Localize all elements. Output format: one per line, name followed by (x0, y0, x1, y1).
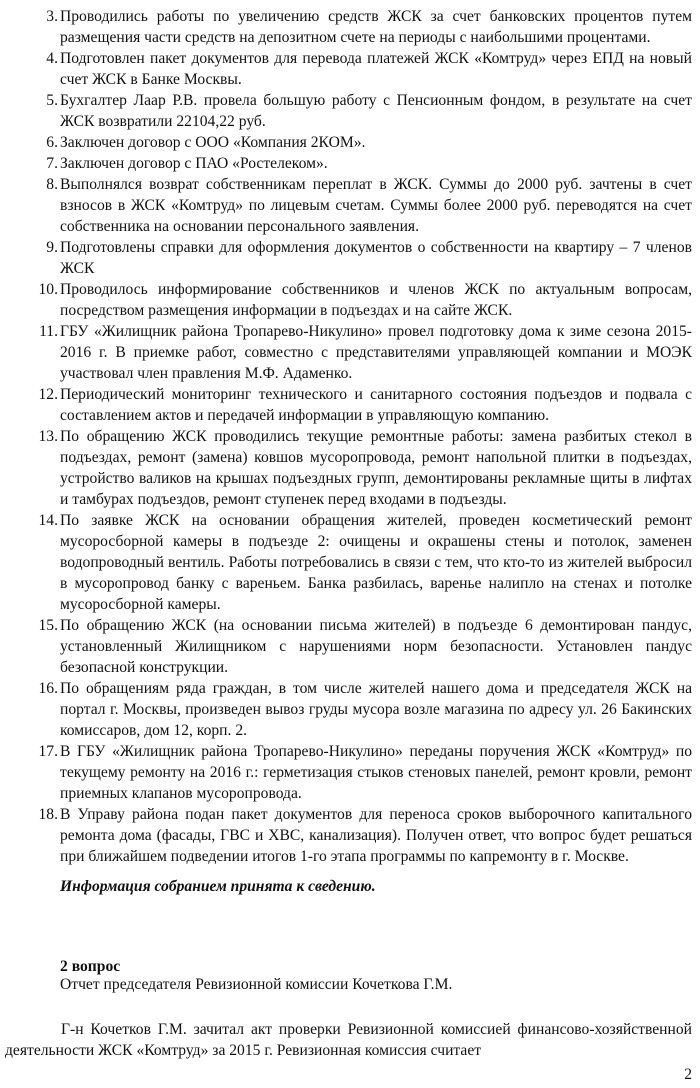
page-number: 2 (684, 1066, 692, 1083)
item-number: 4. (46, 50, 58, 67)
item-number: 9. (46, 239, 58, 256)
item-number: 17. (38, 743, 58, 760)
item-number: 11. (39, 323, 58, 340)
item-text: По заявке ЖСК на основании обращения жителей, проведен косметический ремонт мусоросборной камеры в подъезде 2: очищены и окрашены стены и потолок, заменен водопроводный вентиль. Работы потребовались в связи с тем, что кто-то из жителей выбросил в мусоропровод банку с вареньем. Банка разбилась, варенье налипло на стенах и потолке мусоросборной камеры. (60, 512, 692, 613)
item-text: ГБУ «Жилищник района Тропарево-Никулино» провел подготовку дома к зиме сезона 2015-2016 г. В приемке работ, совместно с представителями управляющей компании и МОЭК участвовал член правления М.Ф. Адаменко. (60, 323, 692, 382)
item-text: Выполнялся возврат собственникам переплат в ЖСК. Суммы до 2000 руб. зачтены в счет взносов в ЖСК «Комтруд» по лицевым счетам. Суммы более 2000 руб. переводятся на счет собственника на основании персонального заявления. (60, 176, 692, 235)
item-number: 13. (38, 428, 58, 445)
item-text: По обращению ЖСК проводились текущие ремонтные работы: замена разбитых стекол в подъездах, ремонт (замена) ковшов мусоропровода, ремонт напольной плитки в подъездах, устройство валиков на крышах подъездных групп, демонтированы рекламные щиты в лифтах и тамбурах подъездов, ремонт ступенек перед входами в подъезды. (60, 428, 692, 508)
list-item (0, 510, 700, 615)
item-text: Заключен договор с ООО «Компания 2КОМ». (60, 134, 366, 151)
item-text: В ГБУ «Жилищник района Тропарево-Никулино» переданы поручения ЖСК «Комтруд» по текущему ремонту на 2016 г.: герметизация стыков стеновых панелей, ремонт кровли, ремонт приемных клапанов мусоропровода. (60, 743, 692, 802)
list-item (0, 321, 700, 384)
list-item (0, 48, 700, 90)
list-item (0, 804, 700, 867)
summary-note: Информация собранием принята к сведению. (60, 878, 376, 895)
list-item (0, 237, 700, 279)
item-number: 16. (38, 680, 58, 697)
list-item (0, 174, 700, 237)
list-item (0, 153, 700, 174)
list-item (0, 426, 700, 510)
item-text: Заключен договор с ПАО «Ростелеком». (60, 155, 328, 172)
list-item (0, 132, 700, 153)
item-number: 14. (38, 512, 58, 529)
report-paragraph: Г-н Кочетков Г.М. зачитал акт проверки Ревизионной комиссией финансово-хозяйственной деятельности ЖСК «Комтруд» за 2015 г. Ревизионная комиссия считает (5, 1021, 692, 1059)
item-number: 8. (46, 176, 58, 193)
item-number: 3. (46, 8, 58, 25)
list-item (0, 741, 700, 804)
item-text: Проводилось информирование собственников и членов ЖСК по актуальным вопросам, посредством размещения информации в подъездах и на сайте ЖСК. (60, 281, 692, 319)
list-item (0, 615, 700, 678)
item-text: Подготовлены справки для оформления документов о собственности на квартиру – 7 членов ЖСК (60, 239, 692, 277)
item-text: Подготовлен пакет документов для перевода платежей ЖСК «Комтруд» через ЕПД на новый счет ЖСК в Банке Москвы. (60, 50, 692, 88)
item-number: 6. (46, 134, 58, 151)
item-number: 7. (46, 155, 58, 172)
item-number: 5. (46, 92, 58, 109)
item-number: 18. (38, 806, 58, 823)
numbered-list (0, 6, 700, 867)
item-text: Периодический мониторинг технического и санитарного состояния подъездов и подвала с составлением актов и передачей информации в управляющую компанию. (60, 386, 692, 424)
item-text: Проводились работы по увеличению средств ЖСК за счет банковских процентов путем размещения части средств на депозитном счете на периоды с наибольшими процентами. (60, 8, 692, 46)
question-subtitle: Отчет председателя Ревизионной комиссии Кочеткова Г.М. (60, 976, 453, 993)
list-item (0, 6, 700, 48)
list-item (0, 384, 700, 426)
item-number: 15. (38, 617, 58, 634)
item-text: В Управу района подан пакет документов для переноса сроков выборочного капитального ремонта дома (фасады, ГВС и ХВС, канализация). Получен ответ, что вопрос будет решаться при ближайшем подведении итогов 1-го этапа программы по капремонту в г. Москве. (60, 806, 692, 865)
item-text: По обращениям ряда граждан, в том числе жителей нашего дома и председателя ЖСК на портал г. Москвы, произведен вывоз груды мусора возле магазина по адресу ул. 26 Бакинских комиссаров, дом 12, корп. 2. (60, 680, 692, 739)
item-number: 10. (38, 281, 58, 298)
list-item (0, 678, 700, 741)
list-item (0, 279, 700, 321)
item-text: Бухгалтер Лаар Р.В. провела большую работу с Пенсионным фондом, в результате на счет ЖСК возвратили 22104,22 руб. (60, 92, 692, 130)
item-number: 12. (38, 386, 58, 403)
list-item (0, 90, 700, 132)
question-title: 2 вопрос (60, 958, 121, 975)
item-text: По обращению ЖСК (на основании письма жителей) в подъезде 6 демонтирован пандус, установленный Жилищником с нарушениями норм безопасности. Установлен пандус безопасной конструкции. (60, 617, 692, 676)
